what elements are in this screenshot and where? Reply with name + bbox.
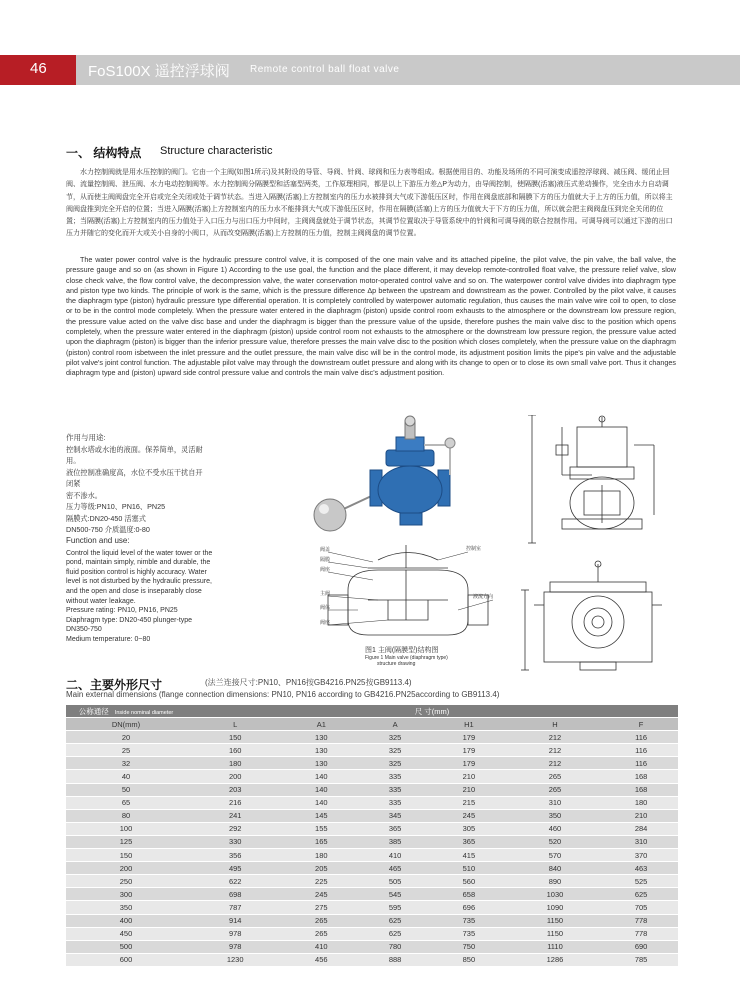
table-cell: 463 [604, 862, 678, 875]
usage-line: without water leakage. [66, 597, 136, 605]
float-valve-photo [300, 415, 475, 535]
table-cell: 305 [432, 822, 506, 835]
table-cell: 300 [66, 888, 186, 901]
diagram-label-left: 阀座 [320, 567, 331, 573]
table-cell: 415 [432, 849, 506, 862]
table-row [66, 862, 678, 875]
table-cell: 698 [186, 888, 284, 901]
table-row [66, 731, 678, 744]
table-cell: 500 [66, 940, 186, 953]
section2-title-cn: 二、主要外形尺寸 [66, 678, 163, 692]
table-header-row [66, 718, 678, 731]
usage-block-cn [66, 432, 206, 536]
table-cell: 200 [66, 862, 186, 875]
table-row [66, 796, 678, 809]
table-cell: 265 [284, 927, 358, 940]
table-cell: 25 [66, 744, 186, 757]
table-cell: 168 [604, 783, 678, 796]
table-cell: 978 [186, 940, 284, 953]
page-number: 46 [30, 60, 47, 77]
table-cell: 658 [432, 888, 506, 901]
table-row [66, 888, 678, 901]
table-cell: 140 [284, 783, 358, 796]
table-row [66, 940, 678, 953]
table-cell: 265 [284, 914, 358, 927]
table-cell: 210 [432, 770, 506, 783]
table-cell: 785 [604, 953, 678, 966]
usage-line: 液位控制准确度高，水位不受水压干扰自开闭紧 [66, 467, 203, 488]
table-cell: 130 [284, 731, 358, 744]
table-cell: 179 [432, 757, 506, 770]
table-cell: 1230 [186, 953, 284, 966]
table-cell: 180 [604, 796, 678, 809]
table-cell: 495 [186, 862, 284, 875]
table-cell: 1150 [506, 927, 604, 940]
table-column-header: L [186, 718, 284, 731]
table-column-header: A1 [284, 718, 358, 731]
table-cell: 145 [284, 809, 358, 822]
table-cell: 560 [432, 875, 506, 888]
section1-title-cn: 一、 结构特点 [66, 146, 142, 160]
usage-line: 控制水塔或水池的液面。保养简单，灵活耐用。 [66, 444, 203, 465]
table-column-header: A [358, 718, 432, 731]
table-cell: 125 [66, 835, 186, 848]
table-cell: 32 [66, 757, 186, 770]
diagram-label-left: 阀盖 [320, 547, 331, 553]
usage-line: Diaphragm type: DN20-450 plunger-type [66, 616, 193, 624]
page-title: FoS100X 遥控浮球阀 [88, 63, 230, 80]
figure-caption-en: Figure 1 Main valve (diaphragm type) [365, 655, 448, 661]
usage-title-en: Function and use: [66, 536, 130, 545]
table-cell: 888 [358, 953, 432, 966]
table-cell: 465 [358, 862, 432, 875]
table-cell: 1286 [506, 953, 604, 966]
table-cell: 225 [284, 875, 358, 888]
figure-caption-cn: 图1 主阀(隔膜型)结构图 [365, 647, 439, 654]
table-cell: 200 [186, 770, 284, 783]
usage-title-cn: 作用与用途: [66, 433, 106, 442]
table-cell: 335 [358, 796, 432, 809]
table-row [66, 849, 678, 862]
table-cell: 335 [358, 770, 432, 783]
usage-line: 压力等级:PN10、PN16、PN25 [66, 502, 166, 511]
section2-note-cn: (法兰连接尺寸:PN10、PN16按GB4216.PN25按GB9113.4) [205, 678, 412, 687]
section1-title-en: Structure characteristic [160, 145, 273, 157]
table-cell: 100 [66, 822, 186, 835]
table-cell: 850 [432, 953, 506, 966]
table-cell: 600 [66, 953, 186, 966]
table-cell: 365 [358, 822, 432, 835]
usage-line: Medium temperature: 0~80 [66, 635, 151, 643]
main-valve-structure-diagram [318, 540, 498, 650]
table-cell: 345 [358, 809, 432, 822]
table-cell: 570 [506, 849, 604, 862]
table-cell: 292 [186, 822, 284, 835]
table-cell: 140 [284, 796, 358, 809]
table-cell: 250 [66, 875, 186, 888]
usage-line: 密不渗水。 [66, 490, 102, 500]
table-body [66, 731, 678, 967]
usage-line: DN350-750 [66, 626, 102, 634]
dimensions-table [66, 705, 678, 967]
table-cell: 212 [506, 744, 604, 757]
table-row [66, 927, 678, 940]
table-cell: 370 [604, 849, 678, 862]
table-cell: 525 [604, 875, 678, 888]
table-cell: 365 [432, 835, 506, 848]
table-cell: 622 [186, 875, 284, 888]
table-cell: 325 [358, 744, 432, 757]
table-cell: 180 [186, 757, 284, 770]
table-cell: 520 [506, 835, 604, 848]
table-row [66, 783, 678, 796]
table-cell: 165 [284, 835, 358, 848]
table-cell: 450 [66, 927, 186, 940]
table-cell: 350 [506, 809, 604, 822]
table-cell: 385 [358, 835, 432, 848]
table-cell: 179 [432, 744, 506, 757]
table-cell: 978 [186, 927, 284, 940]
table-cell: 410 [358, 849, 432, 862]
structure-paragraph-en: The water power control valve is the hydraulic pressure control valve, it is composed of the one main valve and its attached pipeline, the pilot valve, the pin valve, the ball valve, the pressure gauge and so on (as shown in Figure 1) According to the use goal, the function and the place different, it may develop remote-controlled float valve, the pressure relief valve, slow close check valve, the flow control valve, the decompression valve, the water conservation motor-operated control valve and so on. The waterpower control valve divides into diaphragm type and piston type two kinds. The principle of work is the same, which is the pressure difference Δp between the upstream and downstream as the power. Controlled by the pilot valve, it causes the diaphragm type (piston) hydraulic pressure type differential operation. It is completely controlled by waterpower automatic regulation, thus causes the main valve wire coil to open, to close or to be in the control mode completely. When the pressure water entered in the diaphragm (piston) upside control room exhausts to the atmosphere or the downstream low pressure region, the pressure value acted on the valve disc base and under the diaphragm is bigger than the pressure value of the upside, therefore pushes the main valve disc to the position which opens completely, when the pressure water entered in the diaphragm (piston) upside control room not exhausts to the atmosphere or the downstream low pressure region, the pressure value acted upon the diaphragm (piston) is bigger than the inferior pressure value, therefore presses the main valve disc to the position which closes completely, when the pressure value on the diaphragm (piston) control room isbetween the inlet pressure and the outlet pressure, the main valve disc will be in the control mode, its adjustment position limits the pipe's pin valve and the adjustable pilot valve's joint control function. The adjustable pilot valve may through the downstream outlet pressure and along with its change to open or to close its own small valve port. Thus it changes diaphragm type and (piston) upward side control pressure value and controls the main valve disc's adjustment position. [66, 255, 676, 378]
diagram-label-right: 控制室 [466, 546, 482, 552]
usage-line: 隔膜式:DN20-450 活塞式 [66, 513, 146, 523]
table-cell: 160 [186, 744, 284, 757]
table-cell: 50 [66, 783, 186, 796]
usage-line: pond, maintain simply, nimble and durable, the [66, 559, 211, 567]
table-cell: 310 [604, 835, 678, 848]
table-cell: 180 [284, 849, 358, 862]
table-header-row [66, 705, 678, 718]
table-header-en: Inside nominal diameter [114, 709, 174, 716]
table-column-header: H1 [432, 718, 506, 731]
table-cell: 140 [284, 770, 358, 783]
table-cell: 325 [358, 731, 432, 744]
usage-line: Pressure rating: PN10, PN16, PN25 [66, 607, 178, 615]
valve-side-view-drawing [522, 415, 672, 545]
table-cell: 65 [66, 796, 186, 809]
table-cell: 212 [506, 731, 604, 744]
table-row [66, 757, 678, 770]
table-cell: 210 [604, 809, 678, 822]
table-cell: 275 [284, 901, 358, 914]
table-row [66, 770, 678, 783]
table-row [66, 809, 678, 822]
table-row [66, 875, 678, 888]
table-cell: 1030 [506, 888, 604, 901]
usage-line: Control the liquid level of the water tower or the [66, 549, 213, 557]
table-cell: 625 [358, 914, 432, 927]
figure-caption-en: structure drawing [377, 661, 416, 667]
table-cell: 155 [284, 822, 358, 835]
table-row [66, 901, 678, 914]
table-cell: 840 [506, 862, 604, 875]
section2-title-en: Main external dimensions (flange connection dimensions: PN10, PN16 according to GB4216.PN25according to GB9113.4) [66, 690, 500, 699]
table-column-header: F [604, 718, 678, 731]
table-cell: 735 [432, 914, 506, 927]
table-row [66, 822, 678, 835]
table-cell: 505 [358, 875, 432, 888]
table-cell: 400 [66, 914, 186, 927]
table-cell: 116 [604, 731, 678, 744]
table-row [66, 835, 678, 848]
diagram-label-left: 阀座 [320, 620, 331, 626]
table-cell: 460 [506, 822, 604, 835]
table-column-header: H [506, 718, 604, 731]
table-row [66, 744, 678, 757]
table-cell: 179 [432, 731, 506, 744]
table-cell: 210 [432, 783, 506, 796]
table-cell: 203 [186, 783, 284, 796]
table-cell: 625 [358, 927, 432, 940]
usage-line: and the open and close is inseparably close [66, 587, 202, 595]
table-cell: 245 [432, 809, 506, 822]
table-cell: 116 [604, 757, 678, 770]
table-cell: 735 [432, 927, 506, 940]
diagram-label-left: 主阀 [320, 591, 331, 597]
page-subtitle: Remote control ball float valve [250, 64, 400, 75]
table-cell: 215 [432, 796, 506, 809]
table-cell: 696 [432, 901, 506, 914]
table-cell: 241 [186, 809, 284, 822]
usage-line: DN500-750 介质温度:0-80 [66, 525, 150, 534]
table-cell: 510 [432, 862, 506, 875]
table-cell: 116 [604, 744, 678, 757]
usage-line: level is not disturbed by the hydraulic pressure, [66, 578, 212, 586]
table-cell: 705 [604, 901, 678, 914]
table-cell: 750 [432, 940, 506, 953]
table-cell: 325 [358, 757, 432, 770]
table-cell: 356 [186, 849, 284, 862]
usage-block-en [66, 536, 226, 645]
table-cell: 780 [358, 940, 432, 953]
table-cell: 690 [604, 940, 678, 953]
table-cell: 335 [358, 783, 432, 796]
structure-paragraph-cn: 水力控制阀就是用水压控制的阀门。它由一个主阀(如图1所示)及其附设的导管、导阀、针阀、球阀和压力表等组成。根据使用目的、功能及场所的不同可演变成遥控浮球阀、减压阀、缓闭止回阀、流量控制阀、泄压阀、水力电动控制阀等。水力控制阀分隔膜型和活塞型两类，工作原理相同，都是以上下游压力差△P为动力，由导阀控制，使隔膜(活塞)液压式差动操作，完全由水力自动调节，从而使主阀阀盘完全开启或完全关闭或处于调节状态。当进入隔膜(活塞)上方控制室内的压力水被排到大气或下游低压区时，作用在阀盘底部和隔膜下方的压力值就大于上方的压力值，所以将主阀阀盘推到完全开启的位置；当进入隔膜(活塞)上方控制室内的压力水不能排到大气或下游低压区时，作用在隔膜(活塞)上方的压力值就大于下方的压力值，所以就会把主阀阀盘压到完全关闭的位置；当隔膜(活塞)上方控制室内的压力值处于入口压力与出口压力中间时，主阀阀盘就处于调节状态，其调节位置取决于导管系统中的针阀和可调导阀的联合控制作用。可调导阀可以通过下游的出口压力并随它的变化而开大或关小自身的小阀口，从而改变隔膜(活塞)上方控制的压力值，控制主阀阀盘的调节位置。 [66, 169, 673, 238]
table-cell: 778 [604, 914, 678, 927]
table-cell: 778 [604, 927, 678, 940]
table-cell: 216 [186, 796, 284, 809]
table-cell: 787 [186, 901, 284, 914]
table-cell: 245 [284, 888, 358, 901]
table-cell: 150 [186, 731, 284, 744]
table-cell: 168 [604, 770, 678, 783]
diagram-label-left: 隔膜 [320, 557, 331, 563]
table-header-cell [66, 705, 186, 718]
table-cell: 80 [66, 809, 186, 822]
table-cell: 1110 [506, 940, 604, 953]
diagram-label-right: 液流方向 [473, 594, 494, 600]
table-cell: 40 [66, 770, 186, 783]
table-header-cell: 尺 寸(mm) [186, 705, 678, 718]
table-cell: 545 [358, 888, 432, 901]
table-cell: 130 [284, 757, 358, 770]
table-cell: 284 [604, 822, 678, 835]
table-cell: 205 [284, 862, 358, 875]
valve-front-view-drawing [520, 560, 670, 675]
table-row [66, 953, 678, 966]
table-row [66, 914, 678, 927]
table-cell: 20 [66, 731, 186, 744]
table-cell: 410 [284, 940, 358, 953]
usage-line: fluid position control is highly accuracy. Water [66, 568, 207, 576]
table-column-header: DN(mm) [66, 718, 186, 731]
table-cell: 130 [284, 744, 358, 757]
table-cell: 310 [506, 796, 604, 809]
diagram-label-left: 阀体 [320, 605, 331, 611]
table-cell: 212 [506, 757, 604, 770]
table-cell: 456 [284, 953, 358, 966]
table-cell: 150 [66, 849, 186, 862]
table-cell: 625 [604, 888, 678, 901]
table-cell: 1150 [506, 914, 604, 927]
table-cell: 265 [506, 783, 604, 796]
table-cell: 890 [506, 875, 604, 888]
table-cell: 914 [186, 914, 284, 927]
table-cell: 595 [358, 901, 432, 914]
table-header-cn: 公称通径 [78, 706, 109, 716]
table-cell: 265 [506, 770, 604, 783]
table-cell: 350 [66, 901, 186, 914]
table-cell: 330 [186, 835, 284, 848]
table-cell: 1090 [506, 901, 604, 914]
